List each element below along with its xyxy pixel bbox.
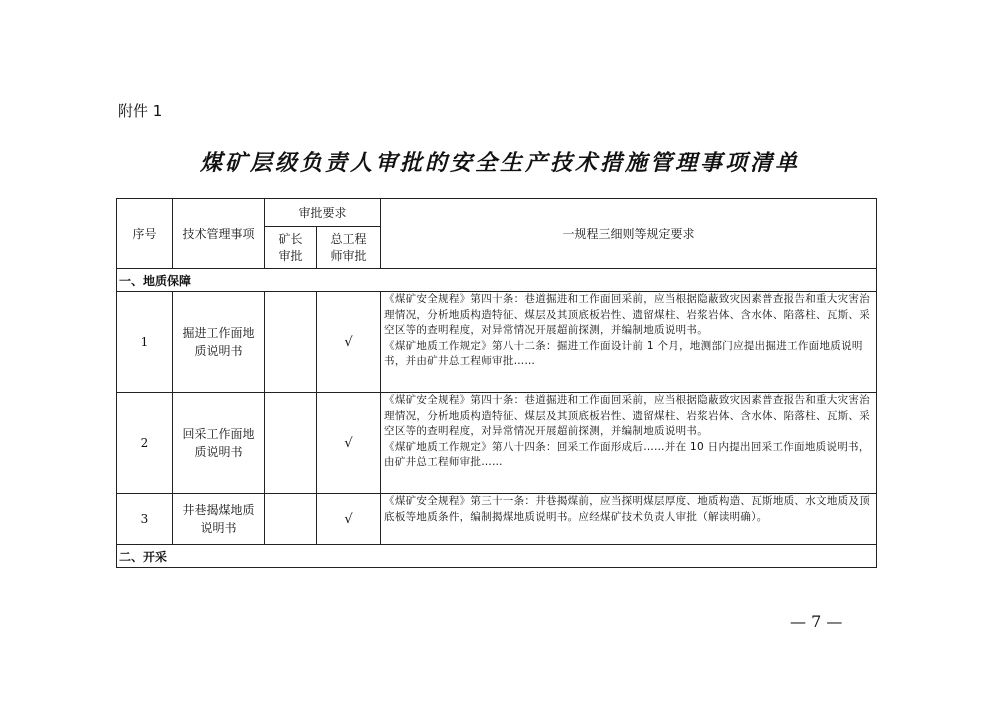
section-title: 一、地质保障 <box>117 269 877 292</box>
page-number: — 7 — <box>790 612 843 631</box>
row-item: 回采工作面地质说明书 <box>173 393 265 494</box>
row-requirements <box>381 292 877 393</box>
requirement-paragraph: 《煤矿地质工作规定》第八十四条：回采工作面形成后……并在 10 日内提出回采工作面地质说明书，由矿井总工程师审批…… <box>384 440 870 468</box>
row-seq: 2 <box>117 393 173 494</box>
requirement-paragraph: 《煤矿地质工作规定》第八十二条：掘进工作面设计前 1 个月，地测部门应提出掘进工作面地质说明书，并由矿井总工程师审批…… <box>384 339 863 367</box>
row-mine-manager-approval <box>265 292 317 393</box>
section-title: 二、开采 <box>117 545 877 568</box>
requirement-paragraph: 《煤矿安全规程》第三十一条：井巷揭煤前，应当探明煤层厚度、地质构造、瓦斯地质、水文地质及顶底板等地质条件，编制揭煤地质说明书。应经煤矿技术负责人审批（解读明确）。 <box>384 495 871 523</box>
table-row <box>117 494 877 545</box>
header-chief-engineer: 总工程师审批 <box>317 227 381 269</box>
row-mine-manager-approval <box>265 494 317 545</box>
header-approval: 审批要求 <box>265 199 381 227</box>
attachment-label: 附件 1 <box>118 102 163 120</box>
section-row <box>117 545 877 568</box>
row-seq: 1 <box>117 292 173 393</box>
row-chief-engineer-approval: √ <box>317 393 381 494</box>
header-requirements: 一规程三细则等规定要求 <box>381 199 877 269</box>
row-requirements <box>381 393 877 494</box>
row-mine-manager-approval <box>265 393 317 494</box>
row-item: 掘进工作面地质说明书 <box>173 292 265 393</box>
management-items-table <box>116 198 877 568</box>
section-row <box>117 269 877 292</box>
row-chief-engineer-approval: √ <box>317 494 381 545</box>
row-seq: 3 <box>117 494 173 545</box>
header-mine-manager: 矿长审批 <box>265 227 317 269</box>
requirement-paragraph: 《煤矿安全规程》第四十条：巷道掘进和工作面回采前，应当根据隐蔽致灾因素普查报告和重大灾害治理情况，分析地质构造特征、煤层及其顶底板岩性、遗留煤柱、岩浆岩体、含水体、陷落柱、瓦斯、采空区等的查明程度，对异常情况开展超前探测，并编制地质说明书。 <box>384 293 871 336</box>
table-row <box>117 393 877 494</box>
requirement-paragraph: 《煤矿安全规程》第四十条：巷道掘进和工作面回采前，应当根据隐蔽致灾因素普查报告和重大灾害治理情况，分析地质构造特征、煤层及其顶底板岩性、遗留煤柱、岩浆岩体、含水体、陷落柱、瓦斯、采空区等的查明程度，对异常情况开展超前探测，并编制地质说明书。 <box>384 394 871 437</box>
row-item: 井巷揭煤地质说明书 <box>173 494 265 545</box>
document-title: 煤矿层级负责人审批的安全生产技术措施管理事项清单 <box>199 150 800 176</box>
row-requirements <box>381 494 877 545</box>
header-seq: 序号 <box>117 199 173 269</box>
row-chief-engineer-approval: √ <box>317 292 381 393</box>
header-item: 技术管理事项 <box>173 199 265 269</box>
table-row <box>117 292 877 393</box>
